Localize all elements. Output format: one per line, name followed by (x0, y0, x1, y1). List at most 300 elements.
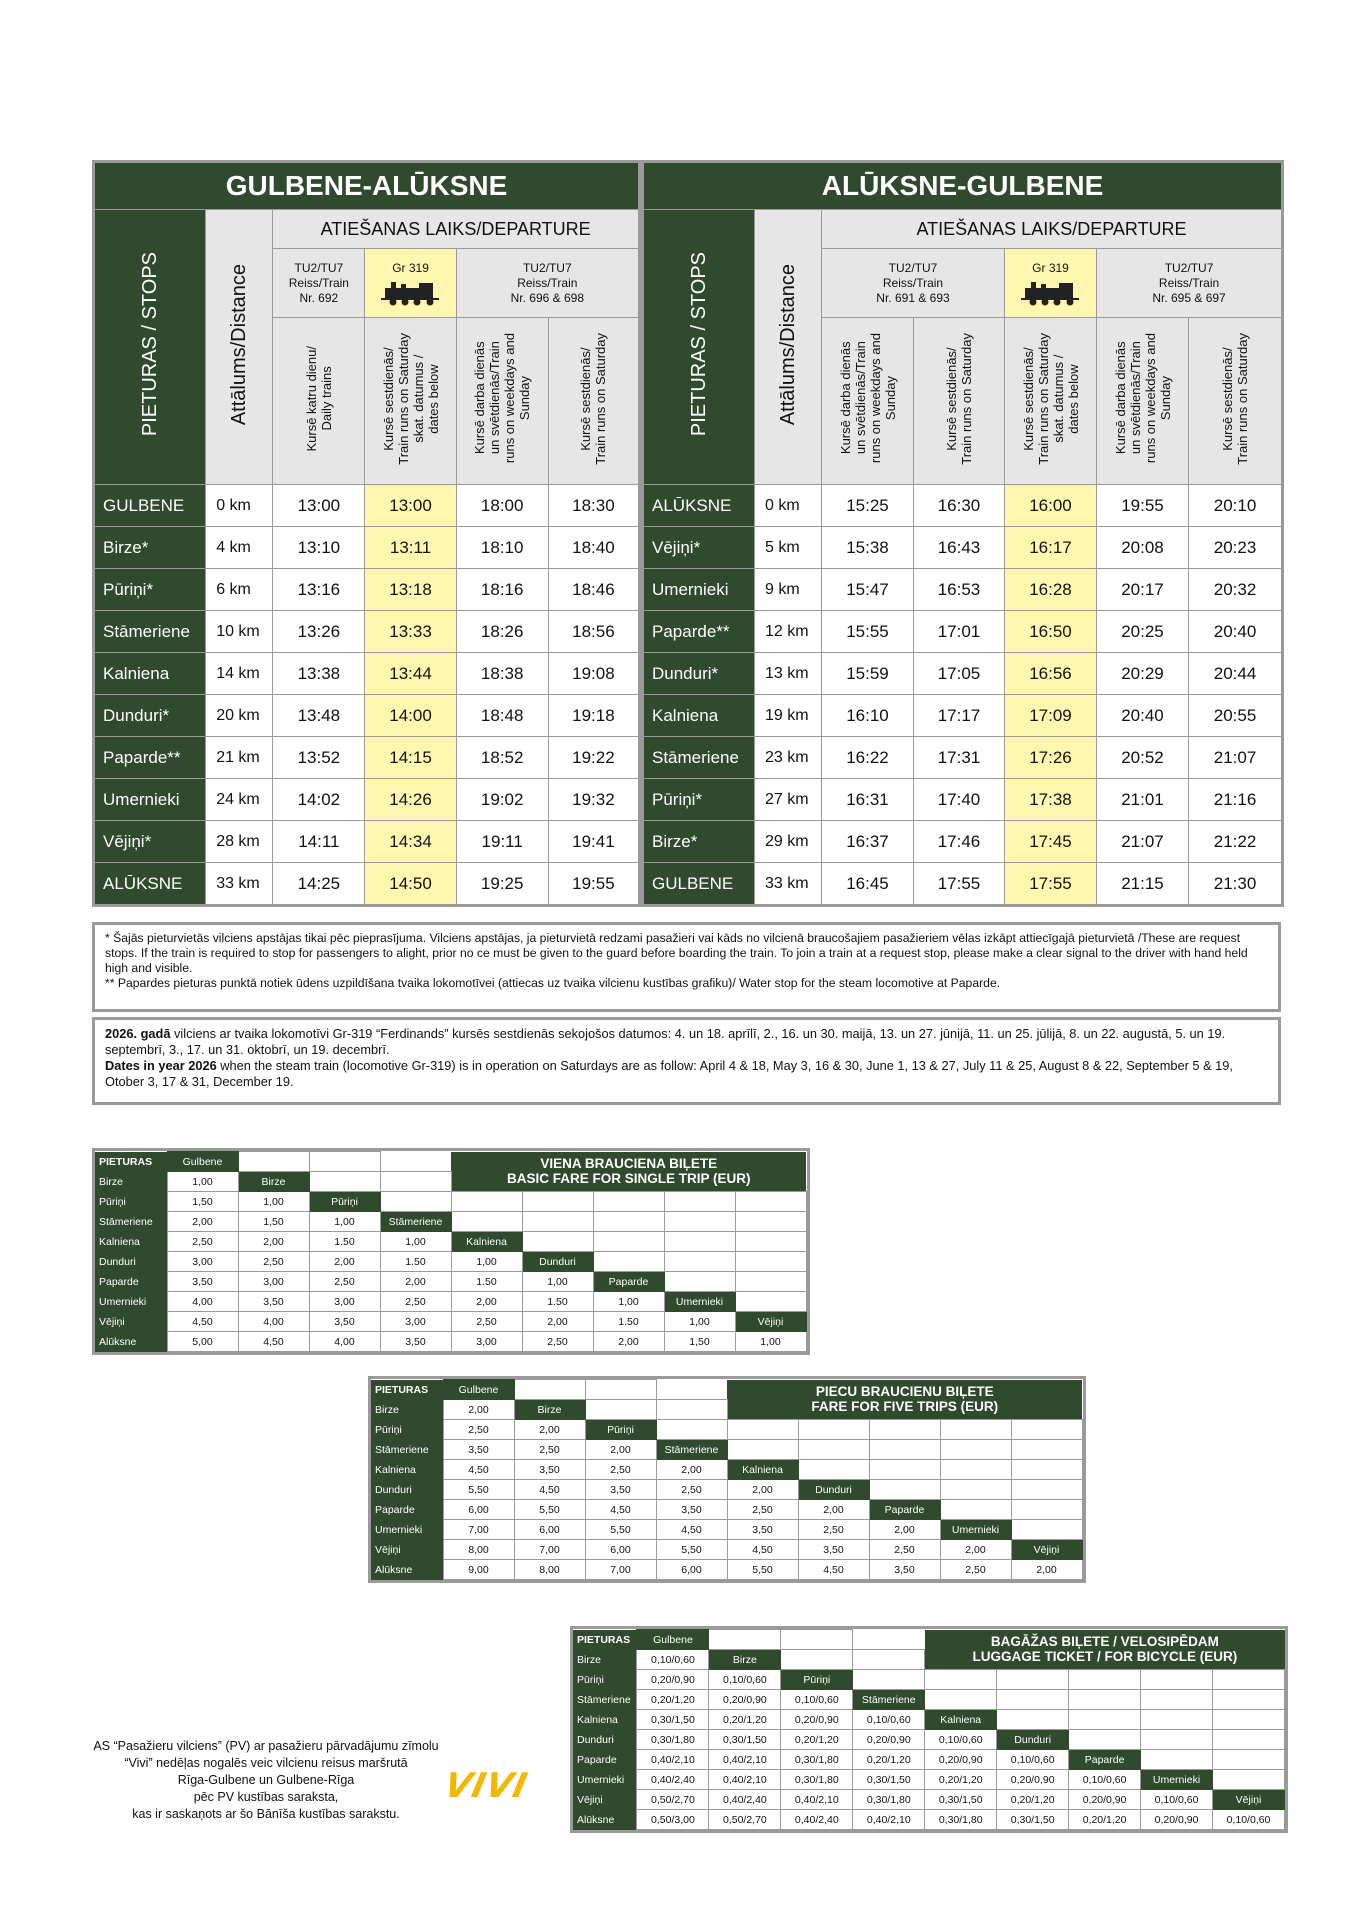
departure-time: 13:16 (273, 569, 365, 611)
departure-time: 15:59 (822, 653, 914, 695)
departure-time: 14:34 (365, 821, 456, 863)
fare-value: 3,50 (309, 1312, 380, 1332)
fare-row (95, 1252, 806, 1272)
fare-value: 0,30/1,80 (853, 1790, 925, 1810)
timetable-aluksne-gulbene (641, 160, 1284, 907)
steam-locomotive-icon (379, 280, 443, 306)
departure-time: 19:32 (548, 779, 639, 821)
departure-time: 14:11 (273, 821, 365, 863)
fare-value: 2,00 (798, 1500, 869, 1520)
departure-time: 20:23 (1189, 527, 1283, 569)
fare-station-label: Gulbene (167, 1152, 238, 1172)
departure-time: 19:08 (548, 653, 639, 695)
fare-blank-cell (869, 1460, 940, 1480)
fare-row (573, 1710, 1285, 1730)
fare-station-label: Dunduri (997, 1730, 1069, 1750)
departure-time: 19:22 (548, 737, 639, 779)
fare-row-station: Umernieki (95, 1292, 167, 1312)
fare-row (371, 1500, 1082, 1520)
distance-header: Attālums/Distance (755, 210, 822, 485)
departure-time: 19:25 (456, 863, 548, 906)
fare-row (95, 1292, 806, 1312)
fare-row-station: Vējiņi (573, 1790, 637, 1810)
fare-value: 0,20/0,90 (853, 1730, 925, 1750)
fare-blank-cell (853, 1630, 925, 1650)
fare-station-label: Paparde (1069, 1750, 1141, 1770)
fare-blank-cell (1141, 1710, 1213, 1730)
timetable-row (94, 611, 640, 653)
fare-station-label: Gulbene (443, 1380, 514, 1400)
steam-train-header: Gr 319 (365, 249, 456, 318)
fare-blank-cell (522, 1232, 593, 1252)
fare-value: 2,00 (238, 1232, 309, 1252)
fare-station-label: Paparde (593, 1272, 664, 1292)
fare-table-five-trips (368, 1376, 1086, 1583)
fare-row (371, 1460, 1082, 1480)
fare-row-station: Vējiņi (95, 1312, 167, 1332)
fare-row (371, 1540, 1082, 1560)
departure-time: 14:15 (365, 737, 456, 779)
fare-value: 0,10/0,60 (1213, 1810, 1285, 1830)
fare-value: 2,00 (1011, 1560, 1082, 1580)
fare-blank-cell (1141, 1670, 1213, 1690)
fare-value: 7,00 (585, 1560, 656, 1580)
distance-km: 29 km (755, 821, 822, 863)
request-stop-notes (92, 922, 1281, 1012)
distance-km: 33 km (206, 863, 273, 906)
departure-time: 21:01 (1097, 779, 1189, 821)
stop-name: ALŪKSNE (643, 485, 755, 527)
fare-row-station: Alūksne (371, 1560, 443, 1580)
fare-value: 5,50 (514, 1500, 585, 1520)
fare-blank-cell (664, 1232, 735, 1252)
fare-station-label: Pūriņi (309, 1192, 380, 1212)
fare-station-label: Pūriņi (781, 1670, 853, 1690)
fare-value: 2,00 (380, 1272, 451, 1292)
departure-time: 17:55 (914, 863, 1005, 906)
fare-value: 3,00 (167, 1252, 238, 1272)
fare-row-station: Vējiņi (371, 1540, 443, 1560)
timetable-row (643, 821, 1283, 863)
departure-time: 19:55 (1097, 485, 1189, 527)
stop-name: ALŪKSNE (94, 863, 206, 906)
fare-value: 7,00 (443, 1520, 514, 1540)
fare-value: 5,00 (167, 1332, 238, 1352)
fare-blank-cell (514, 1380, 585, 1400)
departure-time: 21:30 (1189, 863, 1283, 906)
fare-blank-cell (585, 1380, 656, 1400)
timetable-row (643, 569, 1283, 611)
departure-time: 19:41 (548, 821, 639, 863)
fare-value: 4,50 (514, 1480, 585, 1500)
fare-value: 2,00 (451, 1292, 522, 1312)
fare-value: 0,40/2,10 (853, 1810, 925, 1830)
fare-value: 2,50 (443, 1420, 514, 1440)
fare-value: 5,50 (727, 1560, 798, 1580)
route-title: ALŪKSNE-GULBENE (643, 162, 1283, 210)
fare-value: 1,50 (664, 1332, 735, 1352)
timetable-row (643, 779, 1283, 821)
fare-value: 4,50 (238, 1332, 309, 1352)
departure-time: 13:52 (273, 737, 365, 779)
departure-time: 13:44 (365, 653, 456, 695)
fare-value: 0,10/0,60 (1141, 1790, 1213, 1810)
departure-time: 18:48 (456, 695, 548, 737)
fare-value: 1.50 (380, 1252, 451, 1272)
fare-value: 0,30/1,50 (925, 1790, 997, 1810)
fare-blank-cell (380, 1192, 451, 1212)
fare-row-station: Stāmeriene (95, 1212, 167, 1232)
fare-value: 0,30/1,80 (925, 1810, 997, 1830)
fare-value: 0,20/0,90 (781, 1710, 853, 1730)
fare-station-label: Vējiņi (1011, 1540, 1082, 1560)
fare-value: 1.50 (309, 1232, 380, 1252)
timetable-row (643, 527, 1283, 569)
fare-blank-cell (997, 1710, 1069, 1730)
fare-value: 2,50 (869, 1540, 940, 1560)
fare-matrix (573, 1629, 1285, 1830)
fare-value: 1,00 (735, 1332, 806, 1352)
fare-row (573, 1670, 1285, 1690)
fare-blank-cell (940, 1420, 1011, 1440)
note-water-stop: ** Papardes pieturas punktā notiek ūdens uzpildīšana tvaika lokomotīvei (attiecas uz tvaika vilcienu kustības grafiku)/ Water stop for the steam locomotive at Paparde. (105, 976, 1001, 990)
departure-header: ATIEŠANAS LAIKS/DEPARTURE (822, 210, 1283, 249)
dates-lv-heading: 2026. gadā (105, 1026, 171, 1041)
fare-value: 1,00 (522, 1272, 593, 1292)
fare-row-station: Stāmeriene (573, 1690, 637, 1710)
fare-header-stops: PIETURAS (95, 1152, 167, 1172)
distance-km: 10 km (206, 611, 273, 653)
departure-time: 21:22 (1189, 821, 1283, 863)
fare-matrix (95, 1151, 807, 1352)
distance-km: 21 km (206, 737, 273, 779)
fare-value: 6,00 (656, 1560, 727, 1580)
departure-time: 18:38 (456, 653, 548, 695)
fare-row-station: Dunduri (573, 1730, 637, 1750)
fare-station-label: Stāmeriene (380, 1212, 451, 1232)
fare-blank-cell (1213, 1730, 1285, 1750)
departure-time: 17:45 (1005, 821, 1097, 863)
fare-blank-cell (656, 1380, 727, 1400)
fare-table-single-trip (92, 1148, 810, 1355)
departure-time: 14:25 (273, 863, 365, 906)
fare-value: 5,50 (585, 1520, 656, 1540)
timetable-row (94, 821, 640, 863)
fare-value: 0,30/1,50 (853, 1770, 925, 1790)
departure-time: 20:25 (1097, 611, 1189, 653)
column-subheader: Kursē sestdienās/ Train runs on Saturday skat. datumus / dates below (365, 318, 456, 485)
timetable-row (643, 737, 1283, 779)
fare-blank-cell (593, 1192, 664, 1212)
fare-row-station: Pūriņi (573, 1670, 637, 1690)
departure-time: 17:55 (1005, 863, 1097, 906)
fare-blank-cell (309, 1172, 380, 1192)
stop-name: Dunduri* (94, 695, 206, 737)
fare-station-label: Stāmeriene (853, 1690, 925, 1710)
fare-value: 1,00 (380, 1232, 451, 1252)
column-subheader: Kursē darba dienās un svētdienās/Train runs on weekdays and Sunday (1097, 318, 1189, 485)
fare-blank-cell (1069, 1730, 1141, 1750)
fare-value: 0,10/0,60 (637, 1650, 709, 1670)
timetable-row (94, 779, 640, 821)
fare-blank-cell (798, 1460, 869, 1480)
fare-value: 0,30/1,50 (709, 1730, 781, 1750)
fare-value: 3,00 (238, 1272, 309, 1292)
fare-row (95, 1272, 806, 1292)
departure-time: 15:25 (822, 485, 914, 527)
distance-km: 24 km (206, 779, 273, 821)
departure-time: 17:01 (914, 611, 1005, 653)
stop-name: Umernieki (94, 779, 206, 821)
fare-blank-cell (940, 1440, 1011, 1460)
departure-time: 13:10 (273, 527, 365, 569)
fare-station-label: Birze (709, 1650, 781, 1670)
fare-value: 2,00 (940, 1540, 1011, 1560)
departure-time: 20:08 (1097, 527, 1189, 569)
departure-time: 19:18 (548, 695, 639, 737)
departure-time: 16:17 (1005, 527, 1097, 569)
fare-blank-cell (735, 1232, 806, 1252)
departure-time: 18:30 (548, 485, 639, 527)
departure-time: 14:00 (365, 695, 456, 737)
fare-blank-cell (380, 1172, 451, 1192)
departure-time: 15:47 (822, 569, 914, 611)
column-subheader: Kursē sestdienās/ Train runs on Saturday (548, 318, 639, 485)
steam-train-dates (92, 1017, 1281, 1105)
departure-time: 16:10 (822, 695, 914, 737)
fare-value: 0,30/1,50 (997, 1810, 1069, 1830)
distance-km: 20 km (206, 695, 273, 737)
fare-value: 0,30/1,80 (781, 1770, 853, 1790)
stop-name: Kalniena (94, 653, 206, 695)
departure-time: 16:50 (1005, 611, 1097, 653)
fare-station-label: Paparde (869, 1500, 940, 1520)
fare-value: 6,00 (585, 1540, 656, 1560)
fare-row (573, 1790, 1285, 1810)
fare-value: 2,00 (656, 1460, 727, 1480)
fare-value: 1,00 (664, 1312, 735, 1332)
fare-station-label: Stāmeriene (656, 1440, 727, 1460)
fare-value: 0,50/2,70 (709, 1810, 781, 1830)
fare-station-label: Pūriņi (585, 1420, 656, 1440)
fare-blank-cell (656, 1420, 727, 1440)
fare-matrix (371, 1379, 1083, 1580)
fare-blank-cell (727, 1440, 798, 1460)
fare-blank-cell (1141, 1750, 1213, 1770)
fare-value: 2,00 (167, 1212, 238, 1232)
distance-km: 4 km (206, 527, 273, 569)
stop-name: Paparde** (643, 611, 755, 653)
fare-value: 1,00 (238, 1192, 309, 1212)
timetable-row (94, 527, 640, 569)
fare-station-label: Vējiņi (735, 1312, 806, 1332)
dates-lv-text: vilciens ar tvaika lokomotīvi Gr-319 “Ferdinands” kursēs sestdienās sekojošos datumos: 4. un 18. aprīlī, 2., 16. un 30. maijā, 13. un 27. jūnijā, 11. un 25. jūlijā, 8. un 22. augustā, 5. un 19. septembrī, 3., 17. un 31. oktobrī, un 19. decembrī. (105, 1026, 1226, 1057)
distance-km: 14 km (206, 653, 273, 695)
fare-blank-cell (940, 1460, 1011, 1480)
fare-value: 0,20/1,20 (637, 1690, 709, 1710)
fare-value: 2,00 (443, 1400, 514, 1420)
route-title: GULBENE-ALŪKSNE (94, 162, 640, 210)
column-subheader: Kursē darba dienās un svētdienās/Train runs on weekdays and Sunday (456, 318, 548, 485)
departure-header: ATIEŠANAS LAIKS/DEPARTURE (273, 210, 640, 249)
fare-row (371, 1560, 1082, 1580)
fare-value: 0,20/0,90 (925, 1750, 997, 1770)
fare-value: 3,50 (727, 1520, 798, 1540)
timetable-row (94, 737, 640, 779)
departure-time: 13:26 (273, 611, 365, 653)
fare-value: 0,10/0,60 (1069, 1770, 1141, 1790)
fare-row-station: Pūriņi (95, 1192, 167, 1212)
fare-blank-cell (925, 1670, 997, 1690)
fare-blank-cell (735, 1252, 806, 1272)
distance-km: 0 km (206, 485, 273, 527)
stop-name: Kalniena (643, 695, 755, 737)
fare-title: PIECU BRAUCIENU BIĻETE FARE FOR FIVE TRIPS (EUR) (727, 1380, 1082, 1420)
dates-en-text: when the steam train (locomotive Gr-319) is in operation on Saturdays are as follow: April 4 & 18, May 3, 16 & 30, June 1, 13 & 27, July 11 & 25, August 8 & 22, September 5 & 19, Otober 3, 17 & 31, December 19. (105, 1058, 1233, 1089)
fare-value: 1,00 (593, 1292, 664, 1312)
fare-row-station: Paparde (95, 1272, 167, 1292)
fare-row-station: Birze (573, 1650, 637, 1670)
fare-value: 0,20/0,90 (637, 1670, 709, 1690)
fare-station-label: Gulbene (637, 1630, 709, 1650)
distance-km: 0 km (755, 485, 822, 527)
fare-blank-cell (664, 1212, 735, 1232)
distance-km: 19 km (755, 695, 822, 737)
departure-time: 13:33 (365, 611, 456, 653)
fare-station-label: Umernieki (940, 1520, 1011, 1540)
fare-value: 1,00 (451, 1252, 522, 1272)
train-group-header: TU2/TU7 Reiss/Train Nr. 691 & 693 (822, 249, 1005, 318)
fare-row (95, 1312, 806, 1332)
fare-title: BAGĀŽAS BIĻETE / VELOSIPĒDAM LUGGAGE TICKET / FOR BICYCLE (EUR) (925, 1630, 1285, 1670)
fare-blank-cell (869, 1480, 940, 1500)
distance-header: Attālums/Distance (206, 210, 273, 485)
fare-value: 3,50 (514, 1460, 585, 1480)
timetable-row (94, 653, 640, 695)
fare-row (371, 1420, 1082, 1440)
departure-time: 13:00 (365, 485, 456, 527)
fare-row-station: Dunduri (95, 1252, 167, 1272)
fare-row-station: Stāmeriene (371, 1440, 443, 1460)
stop-name: Paparde** (94, 737, 206, 779)
fare-row (95, 1192, 806, 1212)
fare-blank-cell (1069, 1710, 1141, 1730)
fare-station-label: Kalniena (727, 1460, 798, 1480)
column-subheader: Kursē darba dienās un svētdienās/Train runs on weekdays and Sunday (822, 318, 914, 485)
departure-time: 18:16 (456, 569, 548, 611)
fare-value: 2,00 (522, 1312, 593, 1332)
train-group-header: TU2/TU7 Reiss/Train Nr. 692 (273, 249, 365, 318)
timetable-gulbene-aluksne (92, 160, 641, 907)
departure-time: 17:09 (1005, 695, 1097, 737)
fare-value: 4,50 (167, 1312, 238, 1332)
column-subheader: Kursē sestdienās/ Train runs on Saturday skat. datumus / dates below (1005, 318, 1097, 485)
departure-time: 17:05 (914, 653, 1005, 695)
fare-value: 7,00 (514, 1540, 585, 1560)
steam-train-header: Gr 319 (1005, 249, 1097, 318)
fare-value: 2,50 (798, 1520, 869, 1540)
fare-station-label: Dunduri (522, 1252, 593, 1272)
fare-value: 1,00 (309, 1212, 380, 1232)
departure-time: 16:45 (822, 863, 914, 906)
fare-value: 0,20/0,90 (709, 1690, 781, 1710)
operator-info: AS “Pasažieru vilciens” (PV) ar pasažieru pārvadājumu zīmolu “Vivi” nedēļas nogalēs veic vilcienu reisus maršrutā Rīga-Gulbene un Gulbene-Rīga pēc PV kustības saraksta, kas ir saskaņots ar šo Bānīša kustības sarakstu. (93, 1739, 439, 1821)
departure-time: 19:55 (548, 863, 639, 906)
fare-blank-cell (656, 1400, 727, 1420)
fare-value: 4,00 (167, 1292, 238, 1312)
fare-blank-cell (1069, 1670, 1141, 1690)
fare-value: 2,50 (309, 1272, 380, 1292)
fare-value: 4,00 (309, 1332, 380, 1352)
fare-row-station: Dunduri (371, 1480, 443, 1500)
fare-value: 2,00 (593, 1332, 664, 1352)
fare-station-label: Kalniena (451, 1232, 522, 1252)
fare-row (573, 1770, 1285, 1790)
fare-value: 3,00 (380, 1312, 451, 1332)
departure-time: 17:31 (914, 737, 1005, 779)
stop-name: Birze* (94, 527, 206, 569)
fare-blank-cell (727, 1420, 798, 1440)
distance-km: 12 km (755, 611, 822, 653)
departure-time: 16:37 (822, 821, 914, 863)
fare-value: 4,50 (585, 1500, 656, 1520)
departure-time: 18:00 (456, 485, 548, 527)
column-subheader: Kursē sestdienās/ Train runs on Saturday (1189, 318, 1283, 485)
timetable-row (643, 653, 1283, 695)
fare-blank-cell (735, 1292, 806, 1312)
fare-blank-cell (451, 1192, 522, 1212)
timetable-row (94, 569, 640, 611)
departure-time: 21:07 (1189, 737, 1283, 779)
stop-name: Dunduri* (643, 653, 755, 695)
fare-value: 2,50 (727, 1500, 798, 1520)
stop-name: Birze* (643, 821, 755, 863)
fare-row-station: Umernieki (371, 1520, 443, 1540)
fare-value: 3,50 (869, 1560, 940, 1580)
fare-value: 5,50 (656, 1540, 727, 1560)
fare-row-station: Birze (95, 1172, 167, 1192)
distance-km: 23 km (755, 737, 822, 779)
fare-blank-cell (997, 1670, 1069, 1690)
departure-time: 16:43 (914, 527, 1005, 569)
fare-station-label: Umernieki (1141, 1770, 1213, 1790)
fare-blank-cell (869, 1440, 940, 1460)
fare-value: 0,10/0,60 (781, 1690, 853, 1710)
fare-blank-cell (853, 1650, 925, 1670)
departure-time: 13:38 (273, 653, 365, 695)
fare-value: 0,20/0,90 (1141, 1810, 1213, 1830)
fare-station-label: Kalniena (925, 1710, 997, 1730)
fare-value: 2,50 (238, 1252, 309, 1272)
departure-time: 20:32 (1189, 569, 1283, 611)
train-group-header: TU2/TU7 Reiss/Train Nr. 696 & 698 (456, 249, 639, 318)
fare-blank-cell (853, 1670, 925, 1690)
timetable-row (643, 611, 1283, 653)
fare-table-luggage (570, 1626, 1288, 1833)
fare-row (371, 1520, 1082, 1540)
fare-value: 8,00 (443, 1540, 514, 1560)
timetable-row (643, 485, 1283, 527)
fare-blank-cell (798, 1440, 869, 1460)
fare-blank-cell (585, 1400, 656, 1420)
fare-value: 0,40/2,10 (637, 1750, 709, 1770)
fare-value: 2,50 (585, 1460, 656, 1480)
fare-station-label: Vējiņi (1213, 1790, 1285, 1810)
fare-value: 4,00 (238, 1312, 309, 1332)
fare-value: 4,50 (656, 1520, 727, 1540)
fare-value: 2,50 (656, 1480, 727, 1500)
departure-time: 17:40 (914, 779, 1005, 821)
